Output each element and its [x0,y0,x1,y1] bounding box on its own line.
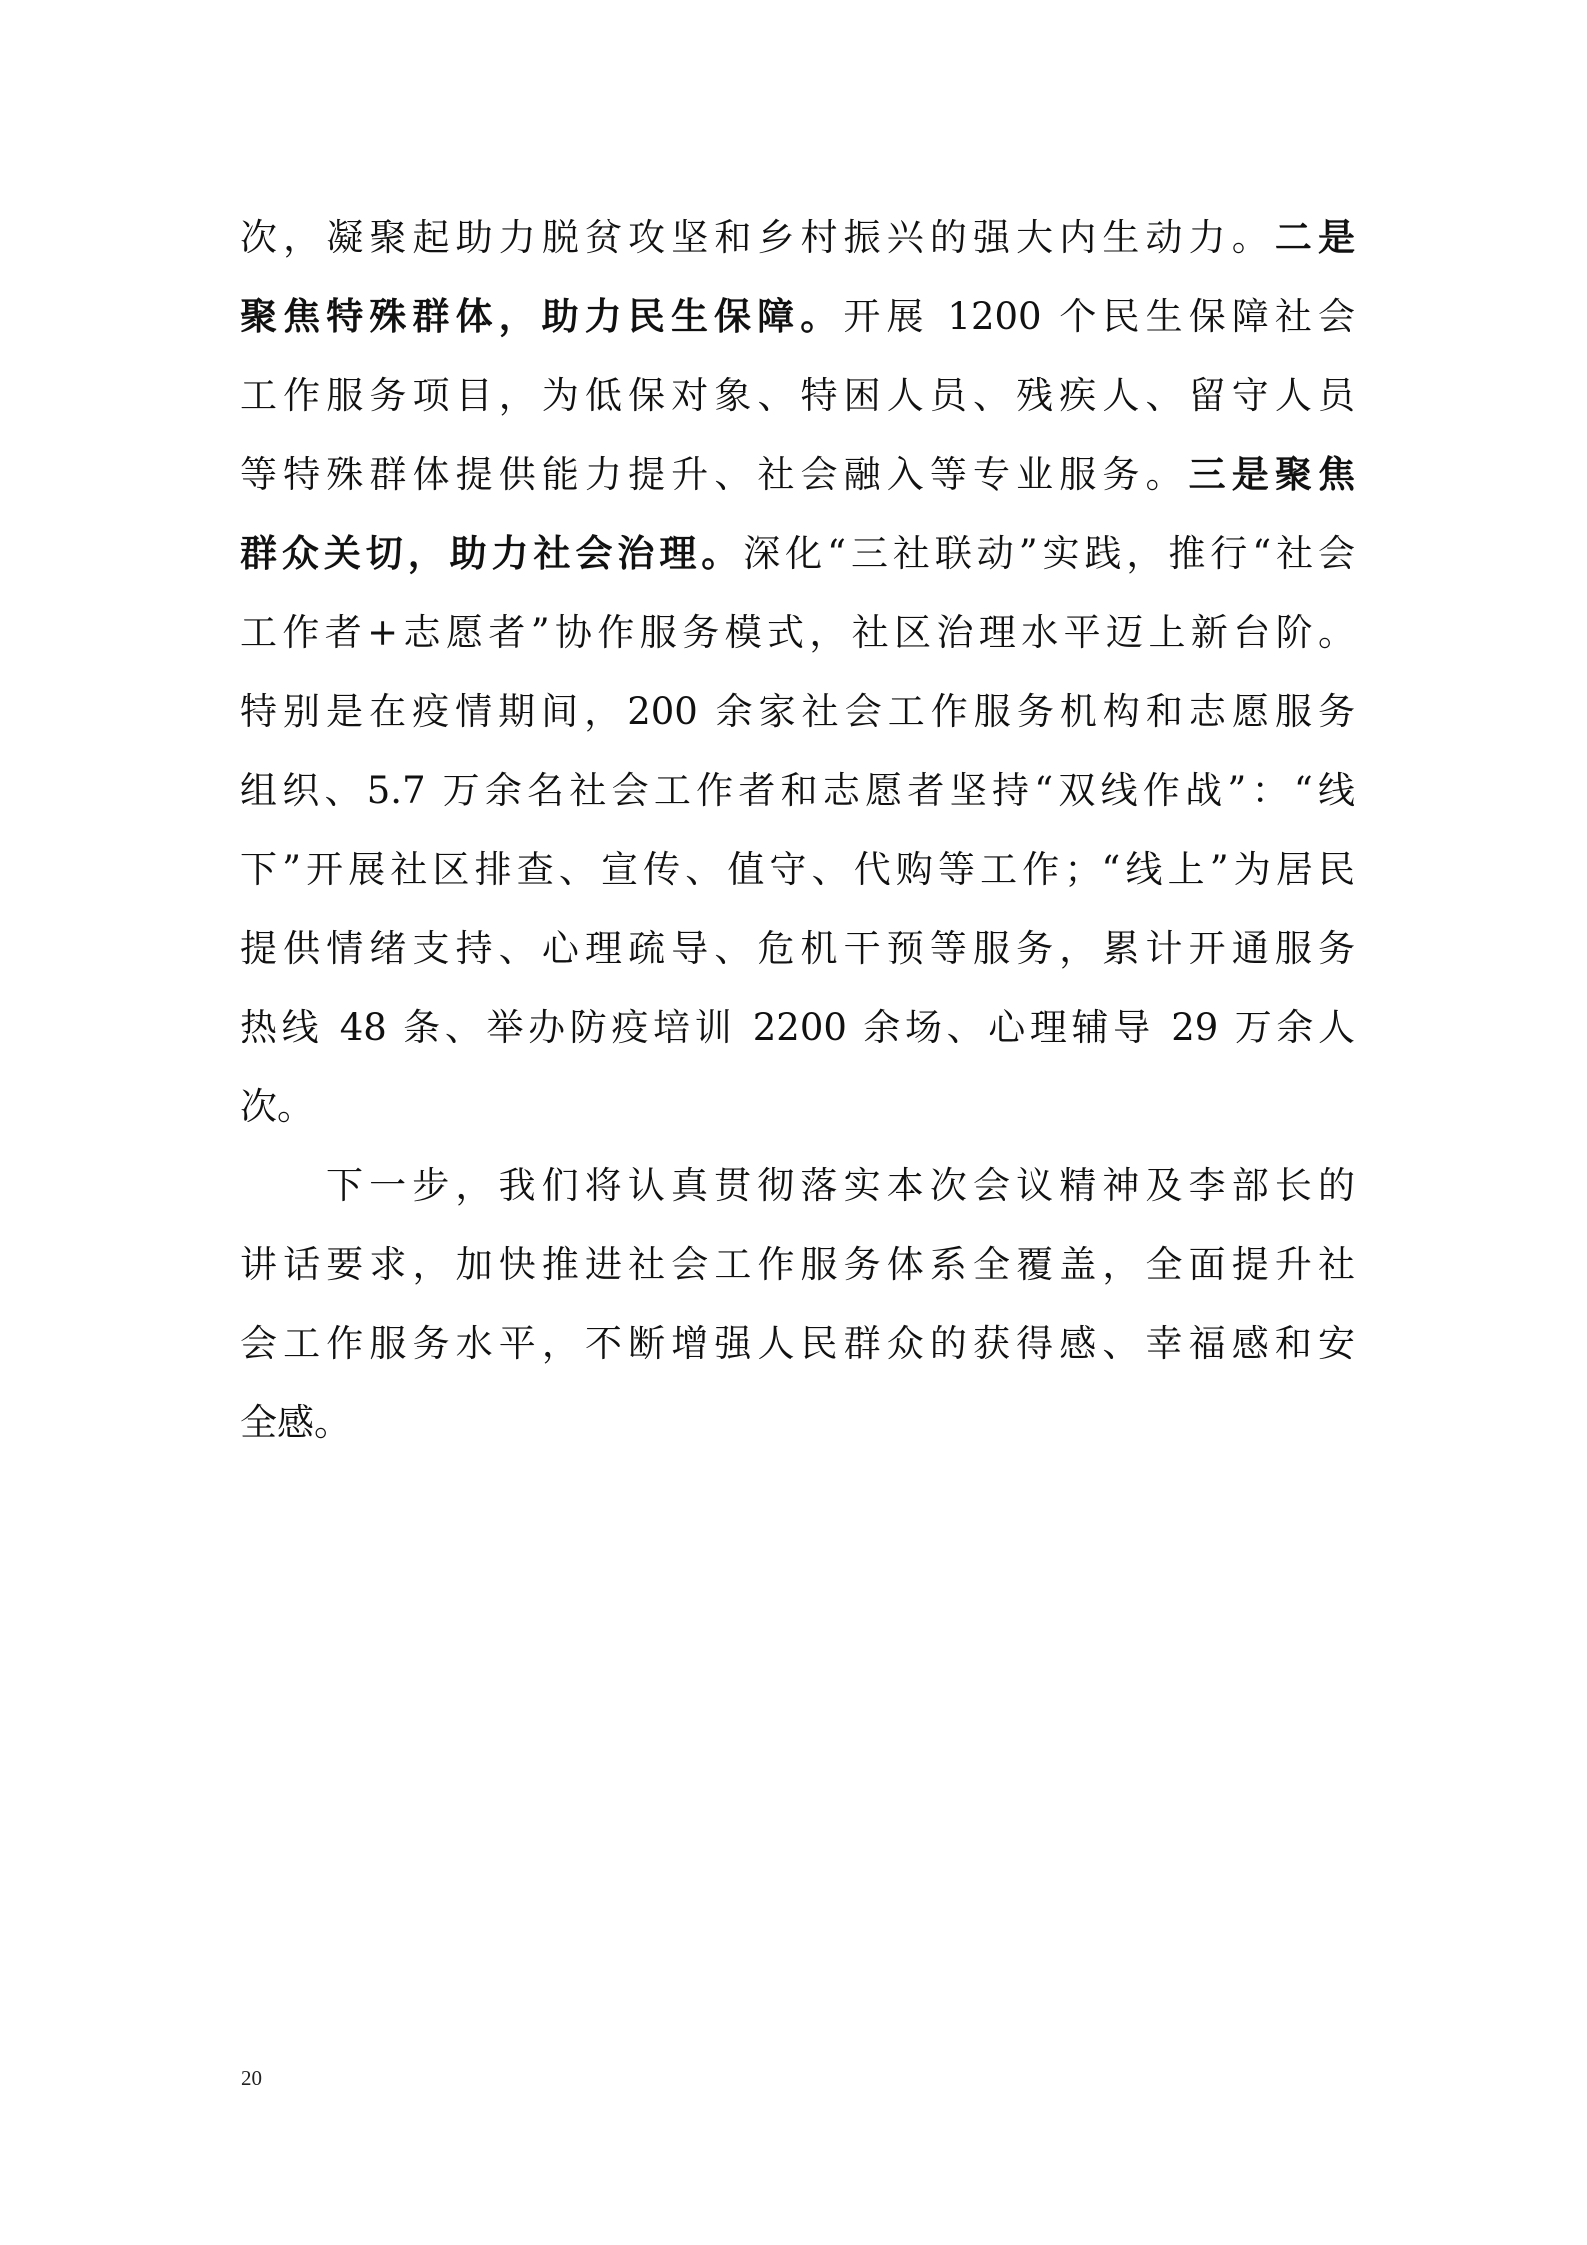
text-line: 次。 [240,1085,314,1128]
text-line [240,198,1355,277]
text-span: 等特殊群体提供能力提升、社会融入等专业服务。 [240,453,1189,496]
bold-heading-span: 二是 [1274,215,1356,259]
text-line: 会工作服务水平，不断增强人民群众的获得感、幸福感和安 [240,1322,1355,1365]
bold-heading-span: 群众关切，助力社会治理。 [240,531,744,575]
text-line: 热线 48 条、举办防疫培训 2200 余场、心理辅导 29 万余人 [240,1006,1355,1049]
text-span: 开展 1200 个民生保障社会 [843,295,1356,338]
bold-heading-span: 三是聚焦 [1188,452,1356,496]
text-line [240,514,1355,593]
text-line [240,277,1355,356]
text-line: 提供情绪支持、心理疏导、危机干预等服务，累计开通服务 [240,927,1355,970]
bold-heading-span: 聚焦特殊群体，助力民生保障。 [240,294,844,338]
text-line [240,435,1355,514]
text-line: 下”开展社区排查、宣传、值守、代购等工作；“线上”为居民 [240,848,1355,891]
text-line: 工作者+志愿者”协作服务模式，社区治理水平迈上新台阶。 [240,611,1355,654]
page-number: 20 [241,2066,262,2090]
text-line: 讲话要求，加快推进社会工作服务体系全覆盖，全面提升社 [240,1243,1355,1286]
text-line: 组织、5.7 万余名社会工作者和志愿者坚持“双线作战”：“线 [240,769,1355,812]
text-line: 下一步，我们将认真贯彻落实本次会议精神及李部长的 [326,1164,1355,1207]
text-line: 工作服务项目，为低保对象、特困人员、残疾人、留守人员 [240,374,1355,417]
text-span: 深化“三社联动”实践，推行“社会 [743,532,1356,575]
text-line: 全感。 [240,1401,351,1444]
paragraph-1 [240,198,1355,1146]
text-line: 特别是在疫情期间，200 余家社会工作服务机构和志愿服务 [240,690,1355,733]
text-span: 次，凝聚起助力脱贫攻坚和乡村振兴的强大内生动力。 [240,216,1275,259]
paragraph-2 [240,1146,1355,1462]
body-text [240,198,1355,1462]
